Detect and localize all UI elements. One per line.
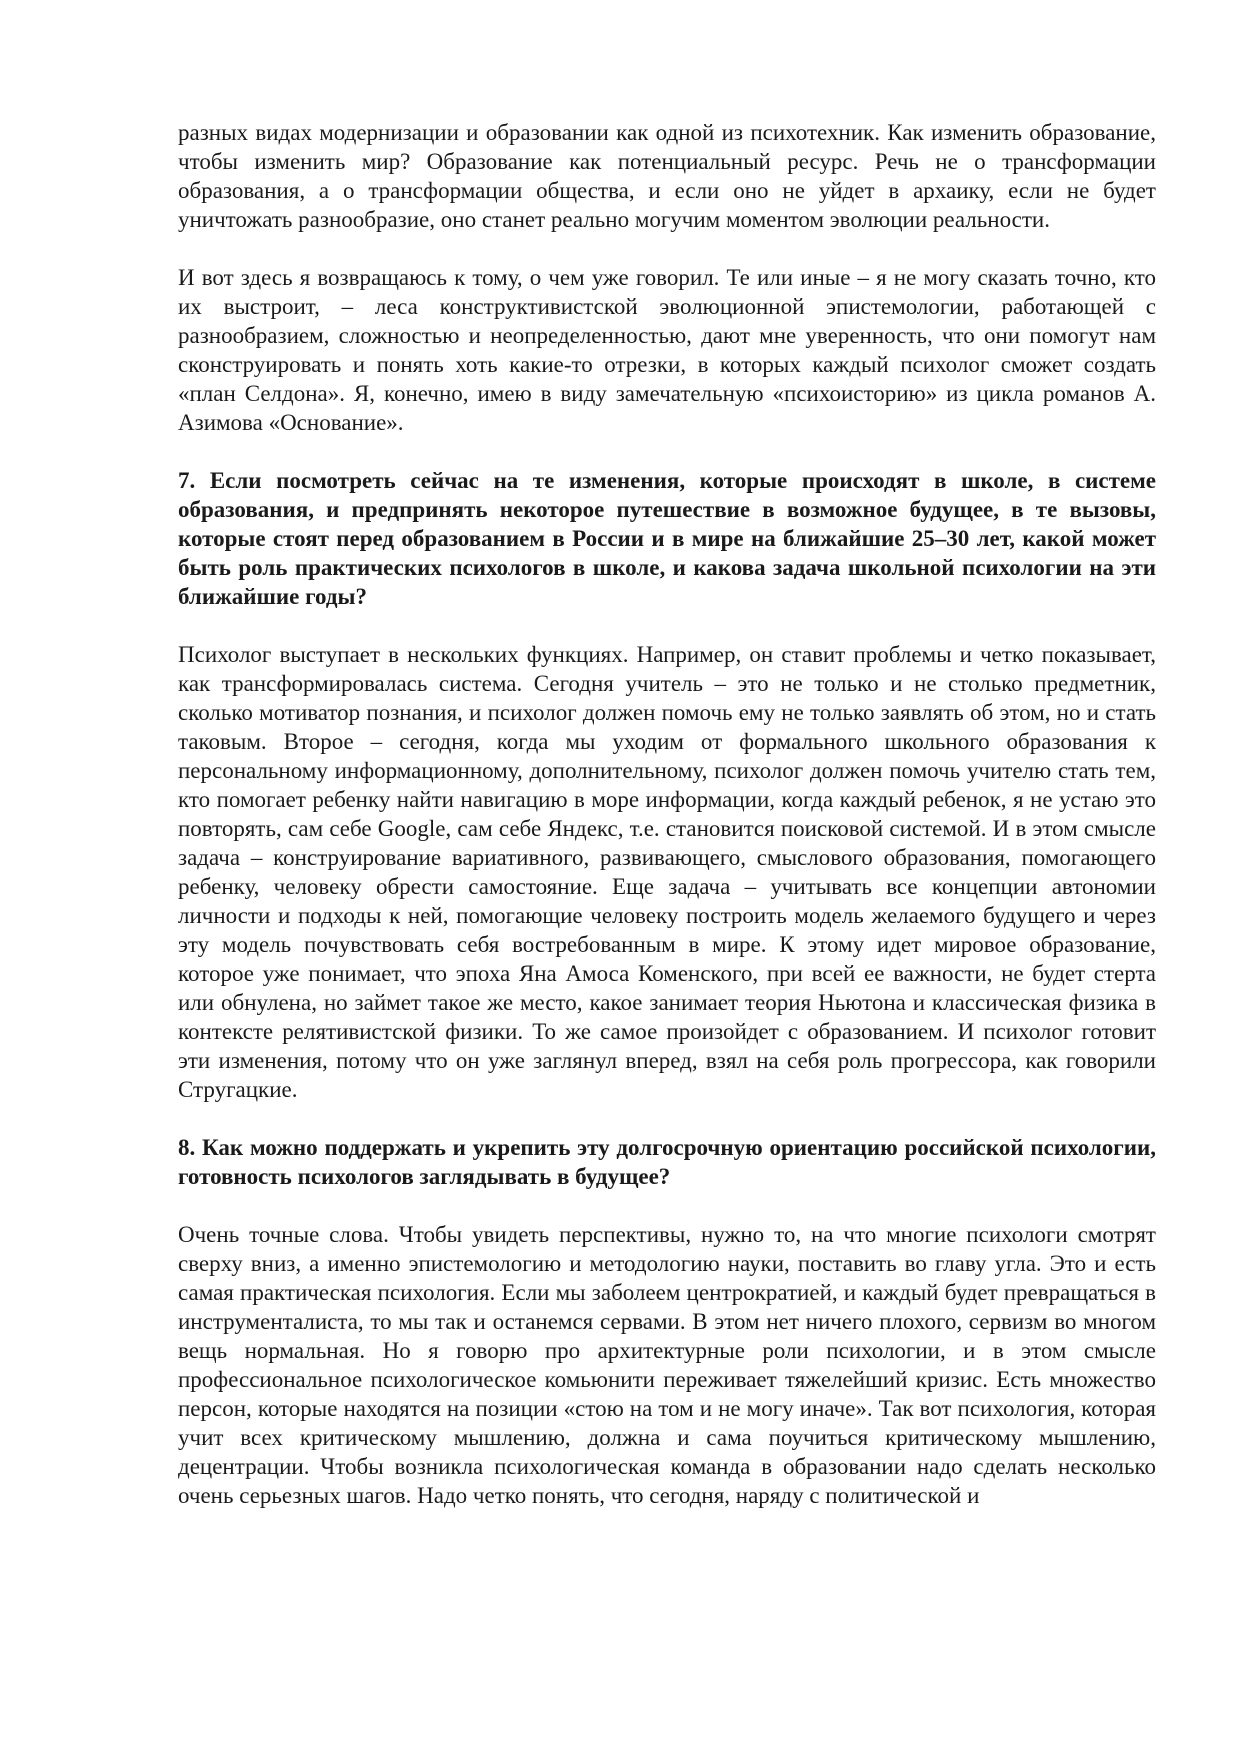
paragraph-constructivist-epistemology: И вот здесь я возвращаюсь к тому, о чем уже говорил. Те или иные – я не могу сказать точно, кто их выстроит, – леса конструктивистской эволюционной эпистемологии, работающей с разнообразием, сложностью и неопределенностью, дают мне уверенность, что они помогут нам сконструировать и понять хоть какие-то отрезки, в которых каждый психолог сможет создать «план Селдона». Я, конечно, имею в виду замечательную «психоисторию» из цикла романов А. Азимова «Основание». [178,265,1156,435]
paragraph-perspectives: Очень точные слова. Чтобы увидеть перспективы, нужно то, на что многие психологи смотрят сверху вниз, а именно эпистемологию и методологию науки, поставить во главу угла. Это и есть самая практическая психология. Если мы заболеем центрократией, и каждый будет превращаться в инструменталиста, то мы так и останемся сервами. В этом нет ничего плохого, сервизм во многом вещь нормальная. Но я говорю про архитектурные роли психологии, и в этом смысле профессиональное психологическое комьюнити переживает тяжелейший кризис. Есть множество персон, которые находятся на позиции «стою на том и не могу иначе». Так вот психология, которая учит всех критическому мышлению, должна и сама поучиться критическому мышлению, децентрации. Чтобы возникла психологическая команда в образовании надо сделать несколько очень серьезных шагов. Надо четко понять, что сегодня, наряду с политической и [178,1222,1156,1508]
paragraph-modernization: разных видах модернизации и образовании как одной из психотехник. Как изменить образование, чтобы изменить мир? Образование как потенциальный ресурс. Речь не о трансформации образования, а о трансформации общества, и если оно не уйдет в архаику, если не будет уничтожать разнообразие, оно станет реально могучим моментом эволюции реальности. [178,120,1156,232]
paragraph-psychologist-functions: Психолог выступает в нескольких функциях. Например, он ставит проблемы и четко показывает, как трансформировалась система. Сегодня учитель – это не только и не столько предметник, сколько мотиватор познания, и психолог должен помочь ему не только заявлять об этом, но и стать таковым. Второе – сегодня, когда мы уходим от формального школьного образования к персональному информационному, дополнительному, психолог должен помочь учителю стать тем, кто помогает ребенку найти навигацию в море информации, когда каждый ребенок, я не устаю это повторять, сам себе Google, сам себе Яндекс, т.е. становится поисковой системой. И в этом смысле задача – конструирование вариативного, развивающего, смыслового образования, помогающего ребенку, человеку обрести самостояние. Еще задача – учитывать все концепции автономии личности и подходы к ней, помогающие человеку построить модель желаемого будущего и через эту модель почувствовать себя востребованным в мире. К этому идет мировое образование, которое уже понимает, что эпоха Яна Амоса Коменского, при всей ее важности, не будет стерта или обнулена, но займет такое же место, какое занимает теория Ньютона и классическая физика в контексте релятивистской физики. То же самое произойдет с образованием. И психолог готовит эти изменения, потому что он уже заглянул вперед, взял на себя роль прогрессора, как говорили Стругацкие. [178,642,1156,1102]
question-7-heading: 7. Если посмотреть сейчас на те изменения, которые происходят в школе, в системе образования, и предпринять некоторое путешествие в возможное будущее, в те вызовы, которые стоят перед образованием в России и в мире на ближайшие 25–30 лет, какой может быть роль практических психологов в школе, и какова задача школьной психологии на эти ближайшие годы? [178,468,1156,609]
document-page [178,118,1156,1539]
question-8-heading: 8. Как можно поддержать и укрепить эту долгосрочную ориентацию российской психологии, готовность психологов заглядывать в будущее? [178,1135,1156,1189]
